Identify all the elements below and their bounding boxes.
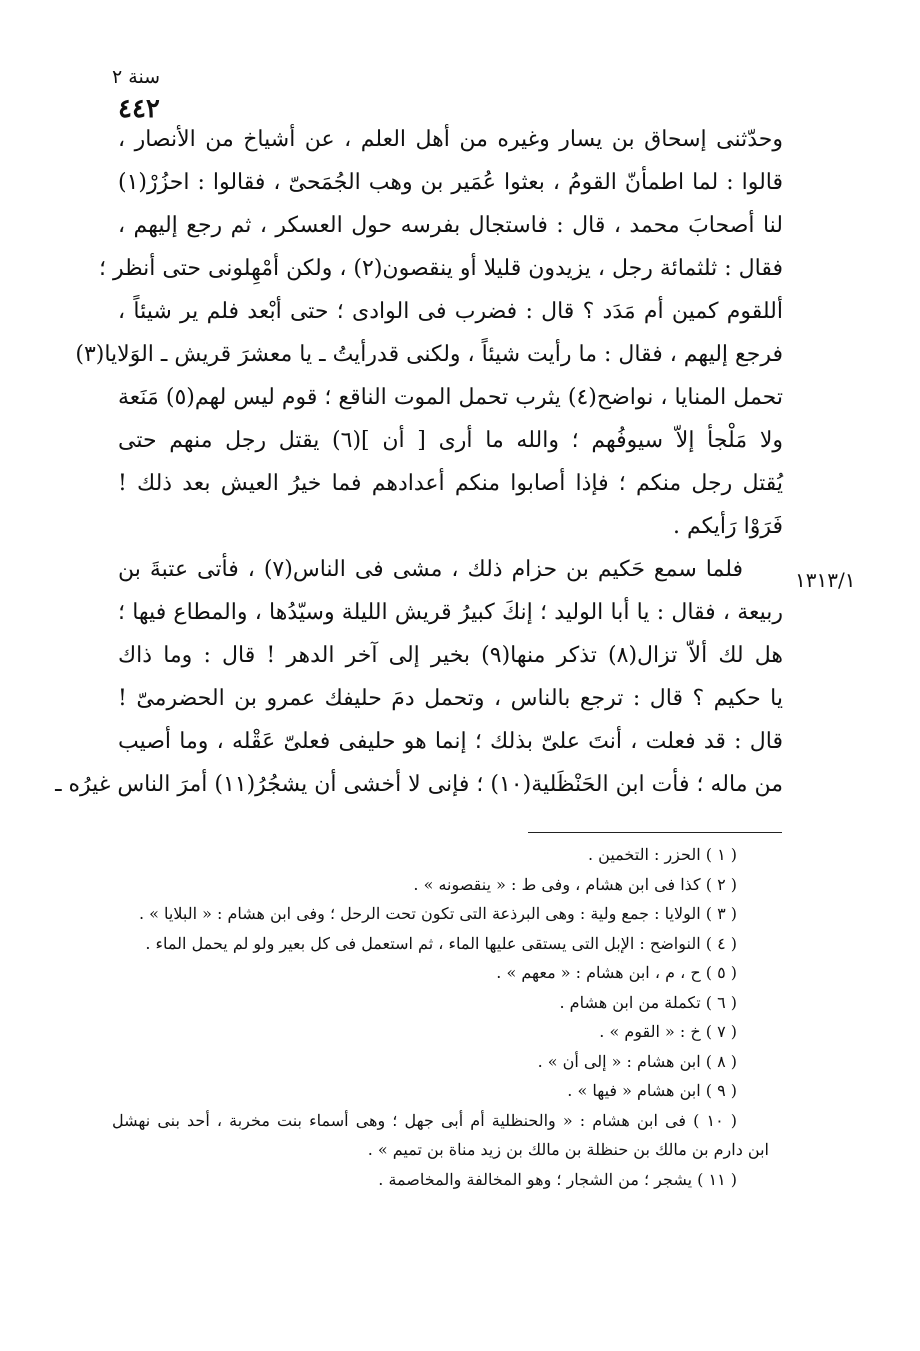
footnote-continuation: ابن دارم بن مالك بن حنظلة بن مالك بن زيد مناة بن تميم » .	[367, 1140, 769, 1159]
text-line: من ماله ؛ فأت ابن الحَنْظَلية(١٠) ؛ فإنى لا أخشى أن يشجُرُ(١١) أمرَ الناس غيرُه ـ	[55, 772, 783, 797]
text-line-paragraph-start: فلما سمع حَكيم بن حزام ذلك ، مشى فى الناس(٧) ، فأتى عتبةَ بن	[118, 557, 744, 582]
main-text-block	[55, 118, 784, 806]
footnote-divider	[528, 832, 782, 833]
text-line: يُقتل رجل منكم ؛ فإذا أصابوا منكم أعدادهم فما خيرُ العيش بعد ذلك !	[118, 471, 783, 496]
footnote: ( ٣ ) الولايا : جمع ولية : وهى البرذعة التى تكون تحت الرحل ؛ وفى ابن هشام : « البلايا » .	[138, 904, 737, 923]
footnote: ( ٩ ) ابن هشام « فيها » .	[567, 1081, 737, 1100]
text-line: فَرَوْا رَأيكم .	[672, 514, 783, 539]
footnotes	[112, 840, 777, 1194]
text-line: ولا مَلْجأ إلاّ سيوفُهم ؛ والله ما أرى [ أن ](٦) يقتل رجل منهم حتى	[118, 428, 783, 453]
footnote: ( ٤ ) النواضح : الإبل التى يستقى عليها الماء ، ثم استعمل فى كل بعير ولو لم يحمل الماء .	[145, 933, 737, 953]
text-line: تحمل المنايا ، نواضح(٤) يثرب تحمل الموت الناقع ؛ قوم ليس لهم(٥) مَنَعة	[118, 385, 783, 410]
page-number: ٤٤٢	[118, 94, 160, 124]
footnote: ( ١٠ ) فى ابن هشام : « والحنظلية أم أبى جهل ؛ وهى أسماء بنت مخربة ، أحد بنى نهشل	[112, 1110, 737, 1130]
text-line: وحدّثنى إسحاق بن يسار وغيره من أهل العلم ، عن أشياخ من الأنصار ،	[118, 127, 783, 152]
footnote: ( ٧ ) خ : « القوم » .	[599, 1022, 737, 1041]
running-header-year: سنة ٢	[112, 66, 161, 88]
footnote: ( ١ ) الحزر : التخمين .	[587, 845, 737, 864]
text-line: لنا أصحابَ محمد ، قال : فاستجال بفرسه حول العسكر ، ثم رجع إليهم ،	[118, 213, 783, 238]
footnote: ( ٢ ) كذا فى ابن هشام ، وفى ط : « ينقصونه » .	[413, 874, 737, 894]
text-line: أللقوم كمين أم مَدَد ؟ قال : فضرب فى الوادى ؛ حتى أبْعد فلم ير شيئاً ،	[118, 299, 783, 324]
text-line: هل لك ألاّ تزال(٨) تذكر منها(٩) بخير إلى آخر الدهر ! قال : وما ذاك	[118, 643, 784, 668]
text-line: ربيعة ، فقال : يا أبا الوليد ؛ إنكَ كبيرُ قريش الليلة وسيّدُها ، والمطاع فيها ؛	[118, 600, 783, 625]
text-line: يا حكيم ؟ قال : ترجع بالناس ، وتحمل دمَ حليفك عمرو بن الحضرمىّ !	[118, 686, 783, 711]
footnote: ( ٥ ) ح ، م ، ابن هشام : « معهم » .	[496, 963, 737, 982]
text-line: قالوا : لما اطمأنّ القومُ ، بعثوا عُمَير بن وهب الجُمَحىّ ، فقالوا : احزُرْ(١)	[118, 170, 783, 195]
text-line: فقال : ثلثمائة رجل ، يزيدون قليلا أو ينقصون(٢) ، ولكن أمْهِلونى حتى أنظر ؛	[99, 256, 783, 281]
footnote: ( ٨ ) ابن هشام : « إلى أن » .	[537, 1051, 737, 1071]
text-line: فرجع إليهم ، فقال : ما رأيت شيئاً ، ولكنى قدرأيتُ ـ يا معشرَ قريش ـ الوَلايا(٣)	[75, 342, 783, 367]
footnote: ( ٦ ) تكملة من ابن هشام .	[559, 992, 737, 1012]
footnote: ( ١١ ) يشجر ؛ من الشجار ؛ وهو المخالفة والمخاصمة .	[378, 1169, 737, 1189]
margin-reference: ١٣١٣/١	[795, 568, 856, 592]
text-line: قال : قد فعلت ، أنتَ علىّ بذلك ؛ إنما هو حليفى فعلىّ عَقْله ، وما أصيب	[118, 729, 783, 754]
